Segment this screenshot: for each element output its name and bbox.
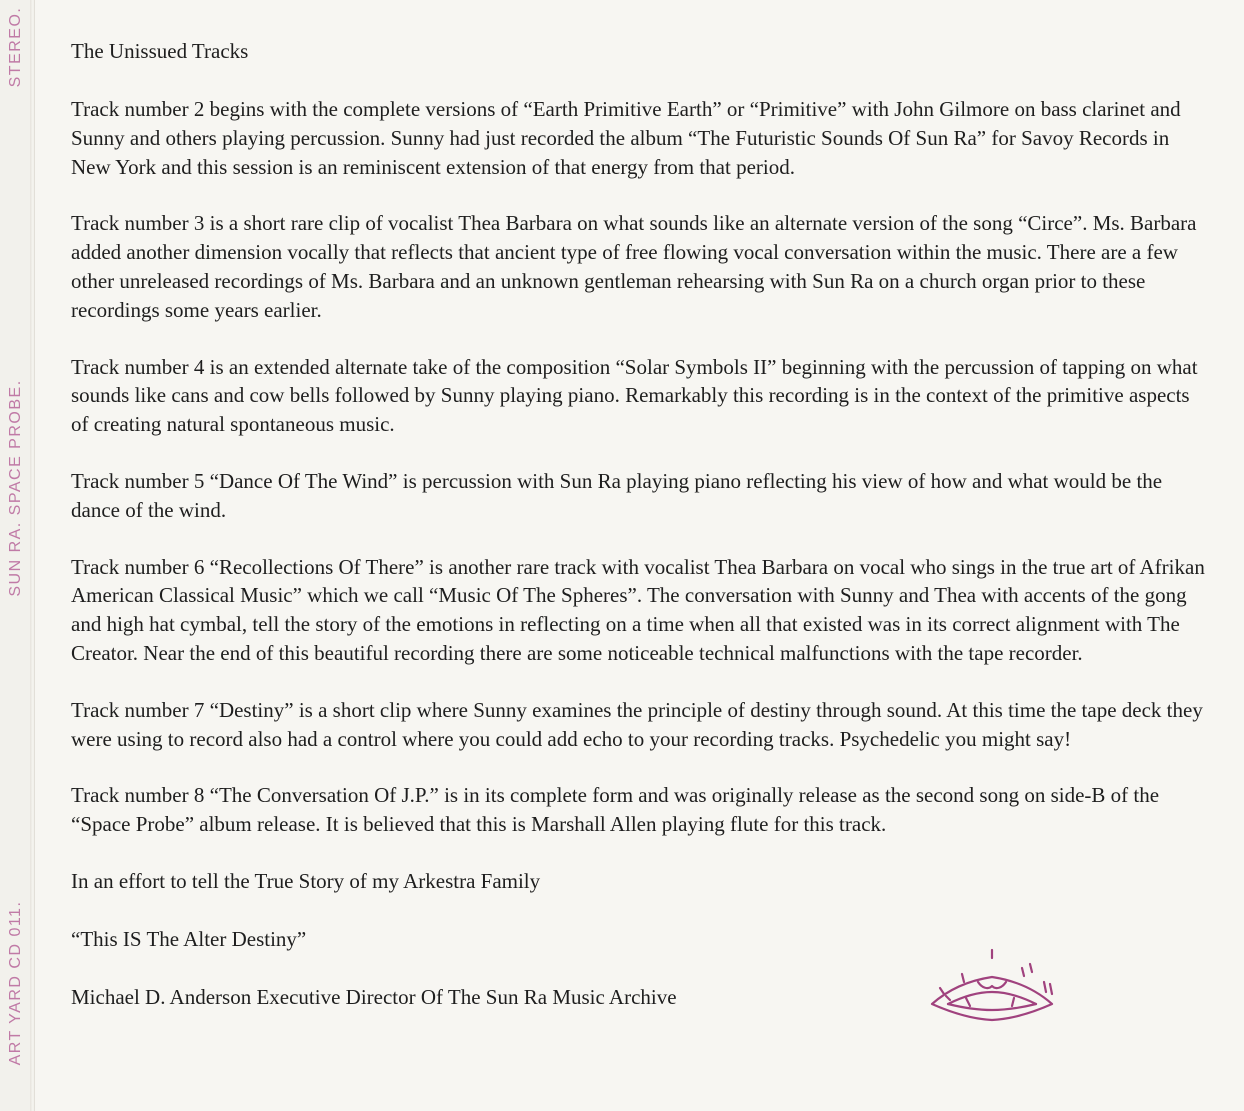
spine-album-title: SUN RA. SPACE PROBE. [7,379,24,597]
paragraph-track-2: Track number 2 begins with the complete versions of “Earth Primitive Earth” or “Primitive” with John Gilmore on bass clarinet and Sunny and others playing percussion. Sunny had just recorded the album “The Futuristic Sounds Of Sun Ra” for Savoy Records in New York and this session is an reminiscent extension of that energy from that period. [71,97,1181,179]
page-title: The Unissued Tracks [71,39,249,63]
paragraph-track-8: Track number 8 “The Conversation Of J.P.” is in its complete form and was originally release as the second song on side-B of the “Space Probe” album release. It is believed that this is Marshall Allen playing flute for this track. [71,783,1160,837]
closing-effort: In an effort to tell the True Story of my Arkestra Family [71,868,541,893]
cd-spine [0,0,35,1111]
paragraph-track-6: Track number 6 “Recollections Of There” is another rare track with vocalist Thea Barbara on vocal who sings in the true art of Afrikan American Classical Music” which we call “Music Of The Spheres”. The conversation with Sunny and Thea with accents of the gong and high hat cymbal, tell the story of the emotions in reflecting on a time when all that existed was in its correct alignment with The Creator. Near the end of this beautiful recording there are some noticeable technical malfunctions with the tape recorder. [71,554,1205,665]
paragraph-track-5: Track number 5 “Dance Of The Wind” is percussion with Sun Ra playing piano reflecting his view of how and what would be the dance of the wind. [71,468,1163,522]
spine-fold [30,0,33,1111]
signature: Michael D. Anderson Executive Director Of The Sun Ra Music Archive [71,984,677,1009]
lips-drawing-icon [926,944,1060,1024]
paragraph-track-4: Track number 4 is an extended alternate take of the composition “Solar Symbols II” beginning with the percussion of tapping on what sounds like cans and cow bells followed by Sunny playing piano. Remarkably this recording is in the context of the primitive aspects of creating natural spontaneous music. [71,354,1198,437]
spine-stereo-label: STEREO. [7,6,24,88]
paragraph-track-3: Track number 3 is a short rare clip of vocalist Thea Barbara on what sounds like an alternate version of the song “Circe”. Ms. Barbara added another dimension vocally that reflects that ancient type of free flowing vocal conversation within the music. There are a few other unreleased recordings of Ms. Barbara and an unknown gentleman rehearsing with Sun Ra on a church organ prior to these recordings some years earlier. [71,211,1197,322]
spine-catalog-number: ART YARD CD 011. [7,900,24,1066]
closing-quote: “This IS The Alter Destiny” [71,926,307,951]
paragraph-track-7: Track number 7 “Destiny” is a short clip where Sunny examines the principle of destiny through sound. At this time the tape deck they were using to record also had a control where you could add echo to your recording tracks. Psychedelic you might say! [71,697,1203,751]
liner-notes [71,37,1211,1011]
